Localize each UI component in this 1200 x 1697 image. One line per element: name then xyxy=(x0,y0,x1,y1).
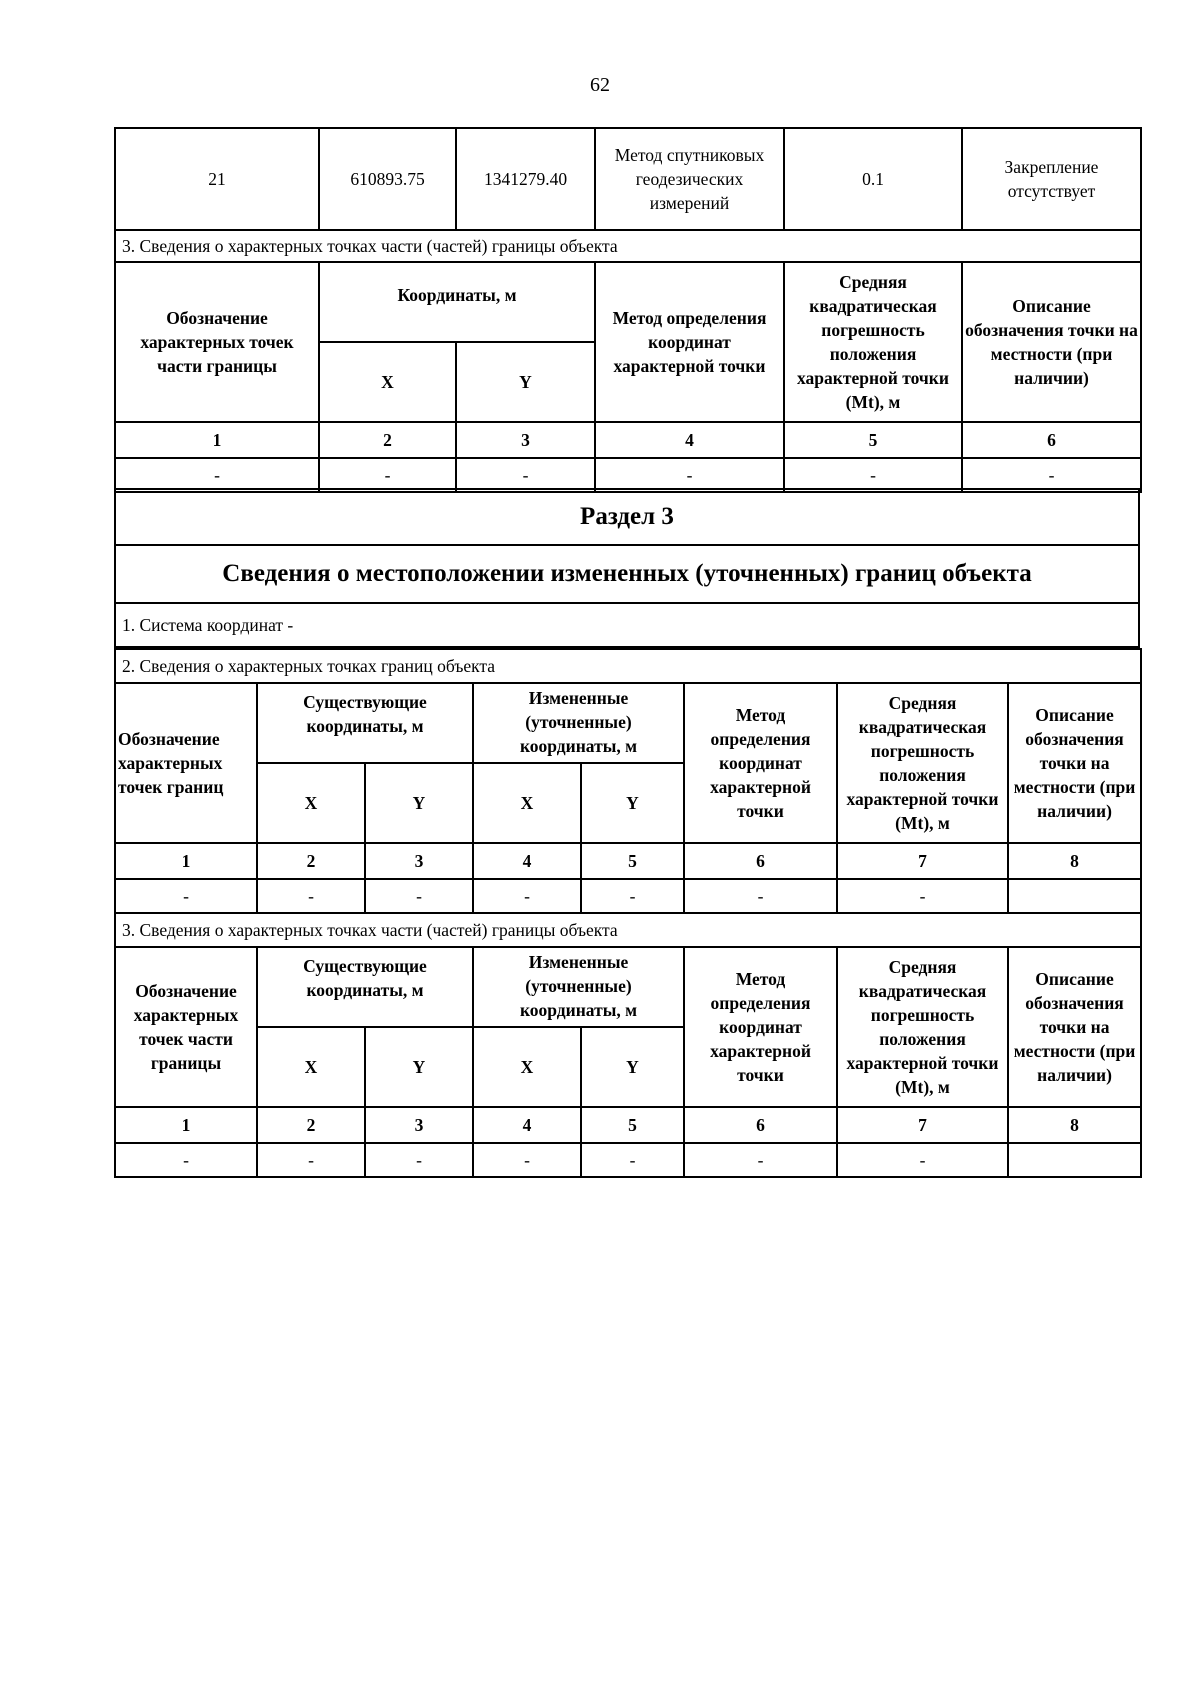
cell: - xyxy=(115,1143,257,1177)
cell: - xyxy=(257,879,365,913)
col-number: 4 xyxy=(473,843,581,879)
cell: - xyxy=(581,1143,684,1177)
col-number: 1 xyxy=(115,1107,257,1143)
cell: - xyxy=(473,1143,581,1177)
header-x: X xyxy=(257,1027,365,1107)
cell: - xyxy=(784,458,962,492)
cell: - xyxy=(962,458,1141,492)
point-number: 21 xyxy=(115,128,319,230)
cell: - xyxy=(365,1143,473,1177)
header-designation: Обозначение характерных точек части границы xyxy=(115,947,257,1107)
section-label: Раздел 3 xyxy=(115,489,1139,545)
part2-title: 2. Сведения о характерных точках границ объекта xyxy=(115,649,1141,683)
table-row xyxy=(115,1143,1141,1177)
col-number: 6 xyxy=(684,843,837,879)
section2-table xyxy=(114,127,1142,493)
cell: - xyxy=(595,458,784,492)
cell: - xyxy=(319,458,456,492)
page-number: 62 xyxy=(590,74,610,96)
col-number: 3 xyxy=(365,843,473,879)
header-y: Y xyxy=(365,1027,473,1107)
coord-x: 610893.75 xyxy=(319,128,456,230)
coord-y: 1341279.40 xyxy=(456,128,595,230)
header-coords: Координаты, м xyxy=(319,262,595,342)
header-designation: Обозначение характерных точек границ xyxy=(115,683,257,843)
col-number: 5 xyxy=(581,1107,684,1143)
cell: - xyxy=(473,879,581,913)
col-number: 2 xyxy=(257,843,365,879)
col-number: 2 xyxy=(257,1107,365,1143)
header-x: X xyxy=(473,763,581,843)
header-designation: Обозначение характерных точек части границы xyxy=(115,262,319,422)
col-number: 8 xyxy=(1008,843,1141,879)
col-number: 7 xyxy=(837,1107,1008,1143)
header-x: X xyxy=(473,1027,581,1107)
header-x: X xyxy=(257,763,365,843)
col-number: 2 xyxy=(319,422,456,458)
cell: - xyxy=(456,458,595,492)
col-number: 6 xyxy=(684,1107,837,1143)
section3-header xyxy=(114,488,1140,648)
col-number: 3 xyxy=(456,422,595,458)
col-number: 5 xyxy=(581,843,684,879)
col-number: 4 xyxy=(595,422,784,458)
header-x: X xyxy=(319,342,456,422)
column-numbers-row xyxy=(115,1107,1141,1143)
col-number: 5 xyxy=(784,422,962,458)
header-method: Метод определения координат характерной точки xyxy=(684,683,837,843)
section-title: Сведения о местоположении измененных (уточненных) границ объекта xyxy=(115,545,1139,603)
header-error: Средняя квадратическая погрешность положения характерной точки (Mt), м xyxy=(837,683,1008,843)
col-number: 7 xyxy=(837,843,1008,879)
header-changed-coords: Измененные (уточненные) координаты, м xyxy=(473,683,684,763)
header-error: Средняя квадратическая погрешность положения характерной точки (Mt), м xyxy=(837,947,1008,1107)
header-changed-coords: Измененные (уточненные) координаты, м xyxy=(473,947,684,1027)
description: Закрепление отсутствует xyxy=(962,128,1141,230)
col-number: 6 xyxy=(962,422,1141,458)
header-method: Метод определения координат характерной точки xyxy=(684,947,837,1107)
cell: - xyxy=(684,1143,837,1177)
table-row xyxy=(115,128,1141,230)
header-existing-coords: Существующие координаты, м xyxy=(257,683,473,763)
header-y: Y xyxy=(365,763,473,843)
section3-table xyxy=(114,648,1142,1178)
error-value: 0.1 xyxy=(784,128,962,230)
col-number: 8 xyxy=(1008,1107,1141,1143)
cell: - xyxy=(115,879,257,913)
cell: - xyxy=(257,1143,365,1177)
cell: - xyxy=(365,879,473,913)
header-description: Описание обозначения точки на местности (при наличии) xyxy=(962,262,1141,422)
col-number: 1 xyxy=(115,843,257,879)
header-error: Средняя квадратическая погрешность положения характерной точки (Mt), м xyxy=(784,262,962,422)
header-description: Описание обозначения точки на местности (при наличии) xyxy=(1008,947,1141,1107)
coordinate-system: 1. Система координат - xyxy=(115,603,1139,647)
table-row xyxy=(115,879,1141,913)
column-numbers-row xyxy=(115,422,1141,458)
method: Метод спутниковых геодезических измерений xyxy=(595,128,784,230)
header-y: Y xyxy=(456,342,595,422)
cell: - xyxy=(581,879,684,913)
cell xyxy=(1008,879,1141,913)
header-y: Y xyxy=(581,763,684,843)
col-number: 4 xyxy=(473,1107,581,1143)
cell: - xyxy=(837,1143,1008,1177)
column-numbers-row xyxy=(115,843,1141,879)
cell: - xyxy=(684,879,837,913)
part3-title: 3. Сведения о характерных точках части (частей) границы объекта xyxy=(115,230,1141,262)
cell: - xyxy=(837,879,1008,913)
cell xyxy=(1008,1143,1141,1177)
header-existing-coords: Существующие координаты, м xyxy=(257,947,473,1027)
col-number: 3 xyxy=(365,1107,473,1143)
header-y: Y xyxy=(581,1027,684,1107)
cell: - xyxy=(115,458,319,492)
header-method: Метод определения координат характерной точки xyxy=(595,262,784,422)
table-row xyxy=(115,458,1141,492)
col-number: 1 xyxy=(115,422,319,458)
part3-title: 3. Сведения о характерных точках части (частей) границы объекта xyxy=(115,913,1141,947)
header-description: Описание обозначения точки на местности (при наличии) xyxy=(1008,683,1141,843)
